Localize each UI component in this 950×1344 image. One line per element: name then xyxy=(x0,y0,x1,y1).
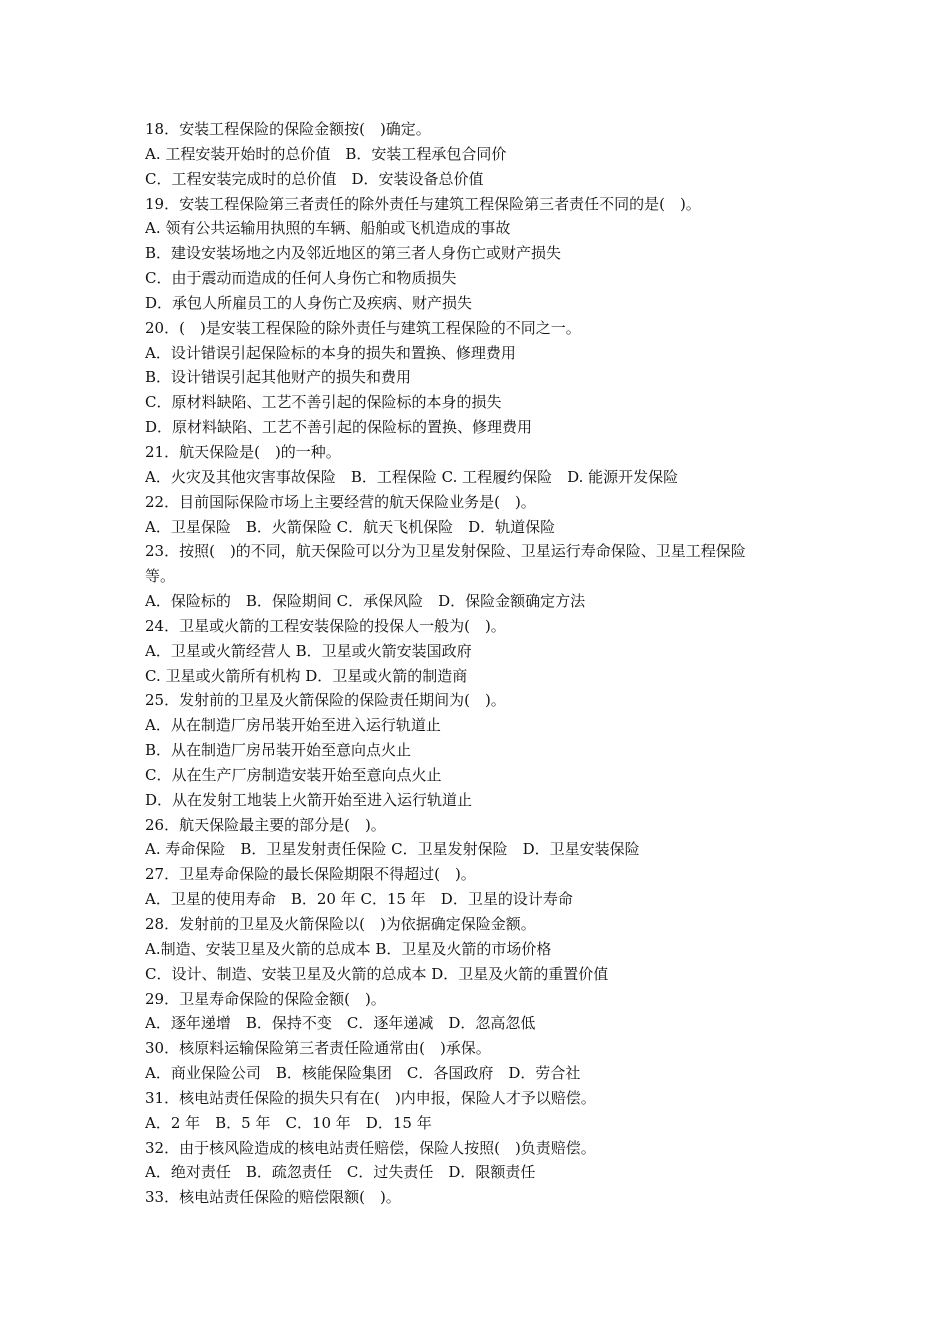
text-line: C．由于震动而造成的任何人身伤亡和物质损失 xyxy=(145,269,457,288)
text-line: A．商业保险公司 B．核能保险集团 C．各国政府 D．劳合社 xyxy=(145,1064,581,1083)
text-line: 31．核电站责任保险的损失只有在( )内申报，保险人才予以赔偿。 xyxy=(145,1088,596,1107)
text-line: A. 领有公共运输用执照的车辆、船舶或飞机造成的事故 xyxy=(145,219,511,238)
text-line: A．绝对责任 B．疏忽责任 C．过失责任 D．限额责任 xyxy=(145,1163,536,1182)
text-line: 18．安装工程保险的保险金额按( )确定。 xyxy=(145,120,431,138)
text-line: C．工程安装完成时的总价值 D．安装设备总价值 xyxy=(145,169,484,188)
text-line: 19．安装工程保险第三者责任的除外责任与建筑工程保险第三者责任不同的是( )。 xyxy=(145,194,701,213)
text-line: D．从在发射工地装上火箭开始至进入运行轨道止 xyxy=(145,790,473,809)
text-line: A．逐年递增 B．保持不变 C．逐年递减 D．忽高忽低 xyxy=(145,1014,536,1033)
text-line: C．原材料缺陷、工艺不善引起的保险标的本身的损失 xyxy=(145,393,502,412)
text-line: D．原材料缺陷、工艺不善引起的保险标的置换、修理费用 xyxy=(145,418,533,437)
text-line: 21．航天保险是( )的一种。 xyxy=(145,442,341,461)
text-line: 27．卫星寿命保险的最长保险期限不得超过( )。 xyxy=(145,865,476,884)
text-line: 28．发射前的卫星及火箭保险以( )为依据确定保险金额。 xyxy=(145,915,536,933)
text-line: 22．目前国际保险市场上主要经营的航天保险业务是( )。 xyxy=(145,492,536,511)
text-line: A．卫星或火箭经营人 B．卫星或火箭安装国政府 xyxy=(145,641,472,660)
text-line: 25．发射前的卫星及火箭保险的保险责任期间为( )。 xyxy=(145,691,506,710)
text-line: 26．航天保险最主要的部分是( )。 xyxy=(145,815,386,834)
text-line: A. 寿命保险 B．卫星发射责任保险 C．卫星发射保险 D．卫星安装保险 xyxy=(145,840,640,859)
text-line: A．卫星的使用寿命 B．20 年 C．15 年 D．卫星的设计寿命 xyxy=(145,890,573,909)
text-line: A．火灾及其他灾害事故保险 B．工程保险 C. 工程履约保险 D. 能源开发保险 xyxy=(145,467,679,486)
text-line: C．设计、制造、安装卫星及火箭的总成本 D．卫星及火箭的重置价值 xyxy=(145,964,609,983)
text-line: B．从在制造厂房吊装开始至意向点火止 xyxy=(145,741,412,760)
text-line: D．承包人所雇员工的人身伤亡及疾病、财产损失 xyxy=(145,293,473,312)
text-line: A．2 年 B．5 年 C．10 年 D．15 年 xyxy=(145,1113,432,1132)
text-line: 20．( )是安装工程保险的除外责任与建筑工程保险的不同之一。 xyxy=(145,318,581,337)
question-list xyxy=(145,117,825,1210)
text-line: 23．按照( )的不同，航天保险可以分为卫星发射保险、卫星运行寿命保险、卫星工程保险 xyxy=(145,542,746,561)
text-line: A.制造、安装卫星及火箭的总成本 B．卫星及火箭的市场价格 xyxy=(145,939,552,958)
text-line: A．设计错误引起保险标的本身的损失和置换、修理费用 xyxy=(145,343,516,362)
text-line: B．设计错误引起其他财产的损失和费用 xyxy=(145,368,412,387)
text-line: A．保险标的 B．保险期间 C．承保风险 D．保险金额确定方法 xyxy=(145,592,586,611)
text-line: 33．核电站责任保险的赔偿限额( )。 xyxy=(145,1188,401,1207)
text-line: C. 卫星或火箭所有机构 D．卫星或火箭的制造商 xyxy=(145,666,468,685)
text-line: A．卫星保险 B．火箭保险 C．航天飞机保险 D．轨道保险 xyxy=(145,517,556,536)
text-line: 32．由于核风险造成的核电站责任赔偿，保险人按照( )负责赔偿。 xyxy=(145,1138,596,1157)
text-line: 24．卫星或火箭的工程安装保险的投保人一般为( )。 xyxy=(145,616,506,635)
text-line: B．建设安装场地之内及邻近地区的第三者人身伤亡或财产损失 xyxy=(145,244,562,263)
text-line: 等。 xyxy=(145,567,176,586)
text-line: A. 工程安装开始时的总价值 B．安装工程承包合同价 xyxy=(145,144,507,163)
text-line: A．从在制造厂房吊装开始至进入运行轨道止 xyxy=(145,716,441,735)
text-line: 29．卫星寿命保险的保险金额( )。 xyxy=(145,989,386,1008)
text-line: C．从在生产厂房制造安装开始至意向点火止 xyxy=(145,765,442,784)
text-line: 30．核原料运输保险第三者责任险通常由( )承保。 xyxy=(145,1039,491,1058)
